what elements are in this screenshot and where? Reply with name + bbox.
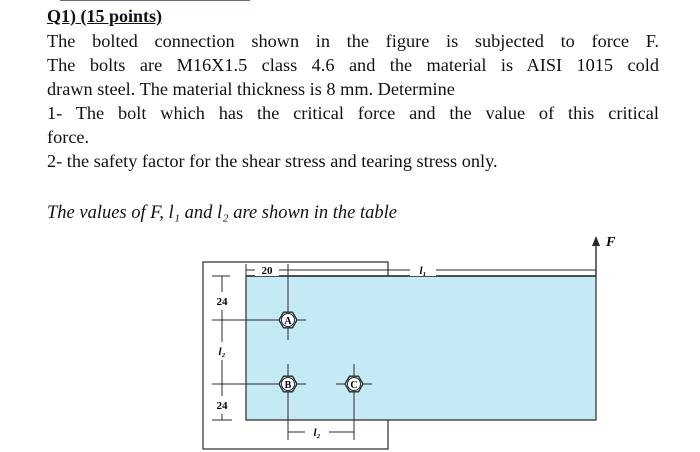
- question-line-6: 2- the safety factor for the shear stress and tearing stress only.: [47, 151, 498, 171]
- dim-left-bottom-label: 24: [216, 400, 228, 412]
- dim-left-top-label: 24: [216, 296, 228, 308]
- plate: [246, 276, 596, 420]
- question-heading: Q1) (15 points): [47, 6, 163, 26]
- dim-20-label: 20: [261, 265, 273, 277]
- dim-left-mid-label: l₂: [218, 346, 226, 358]
- question-line-5: force.: [47, 127, 90, 147]
- question-line-1: The bolted connection shown in the figure is subjected to force F.: [47, 31, 659, 51]
- force-label: F: [606, 235, 616, 250]
- bolt-a-label: A: [284, 316, 292, 327]
- dim-l1-label: l₁: [419, 265, 427, 277]
- dim-l2-label: l₂: [313, 427, 321, 439]
- question-line-3: drawn steel. The material thickness is 8 mm. Determine: [47, 79, 455, 99]
- force-arrow-head: [592, 236, 600, 246]
- bolt-b-label: B: [284, 380, 292, 391]
- question-line-2: The bolts are M16X1.5 class 4.6 and the material is AISI 1015 cold: [47, 55, 659, 75]
- bolt-c-label: C: [350, 380, 358, 391]
- table-note: The values of F, l₁ and l₂ are shown in the table: [47, 203, 397, 223]
- question-line-4: 1- The bolt which has the critical force and the value of this critical: [47, 103, 659, 123]
